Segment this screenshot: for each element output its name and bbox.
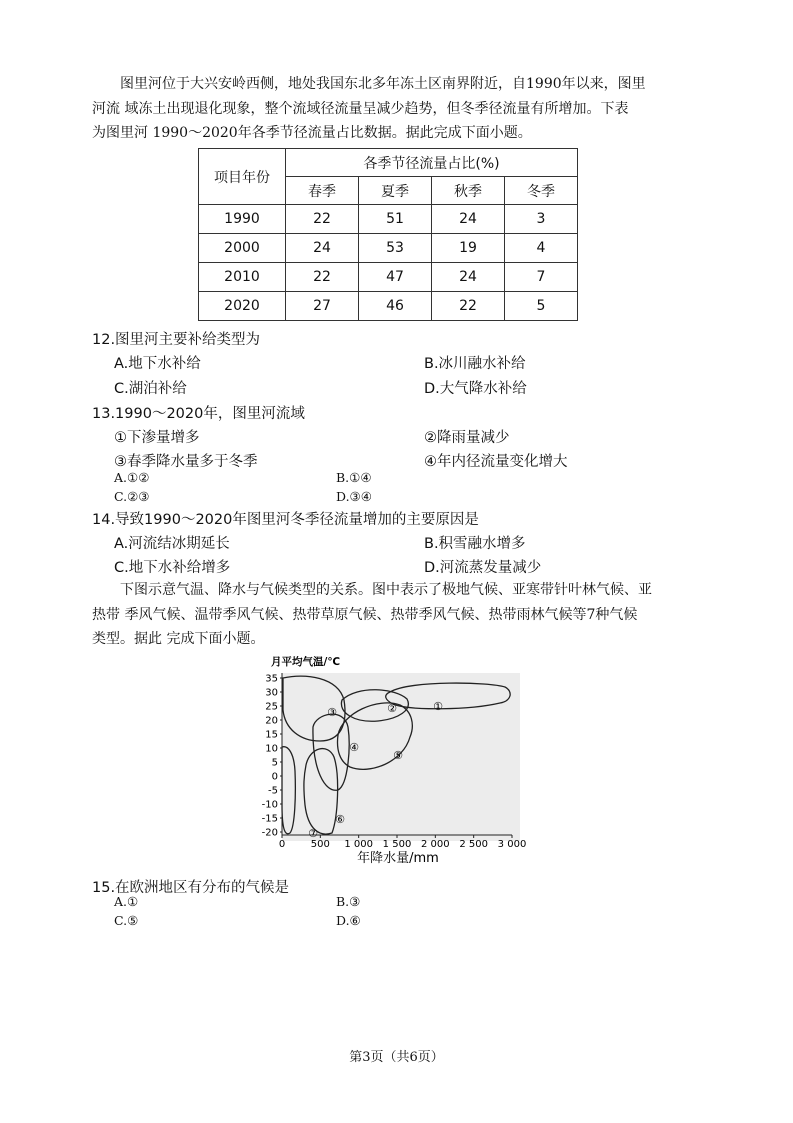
table-cell-year: 2010 <box>199 263 286 292</box>
y-tick-label: 0 <box>271 771 278 783</box>
table-header-item: 项目年份 <box>199 149 286 205</box>
x-tick-label: 3 000 <box>497 839 527 850</box>
table-row <box>199 205 578 234</box>
x-tick-label: 500 <box>310 839 330 850</box>
q12-option-c[interactable]: C.湖泊补给 <box>114 381 187 397</box>
x-tick-label: 0 <box>278 839 286 850</box>
table-cell: 27 <box>286 292 359 321</box>
table-cell: 53 <box>359 234 432 263</box>
x-tick-label: 1 000 <box>344 839 373 850</box>
q12-option-d[interactable]: D.大气降水补给 <box>424 381 527 397</box>
passage-turi-river <box>92 72 700 146</box>
table-cell-year: 1990 <box>199 205 286 234</box>
x-tick-label: 1 500 <box>382 839 412 850</box>
x-tick-label: 2 000 <box>421 839 450 850</box>
q15-option-a[interactable]: A.① <box>114 894 139 909</box>
region-label: ⑤ <box>393 749 403 762</box>
chart-x-label: 年降水量/mm <box>357 851 439 866</box>
q13-option-c[interactable]: C.②③ <box>114 489 150 504</box>
region-label: ② <box>387 702 397 715</box>
table-cell: 22 <box>286 205 359 234</box>
table-cell: 7 <box>505 263 578 292</box>
passage-line: 类型。据此 完成下面小题。 <box>92 631 265 647</box>
q13-option-b[interactable]: B.①④ <box>336 470 372 485</box>
question-12-stem: 12.图里河主要补给类型为 <box>92 332 261 348</box>
table-cell: 22 <box>286 263 359 292</box>
table-header-season: 冬季 <box>505 177 578 205</box>
q14-option-d[interactable]: D.河流蒸发量减少 <box>424 560 542 576</box>
passage-line: 图里河位于大兴安岭西侧，地处我国东北多年冻土区南界附近，自1990年以来，图里 <box>120 76 646 92</box>
table-row <box>199 234 578 263</box>
q14-option-a[interactable]: A.河流结冰期延长 <box>114 536 230 552</box>
y-tick-label: 35 <box>265 673 278 685</box>
table-cell: 22 <box>432 292 505 321</box>
y-tick-label: 10 <box>265 743 278 755</box>
q13-statement-2: ②降雨量减少 <box>424 430 510 446</box>
y-tick-label: 25 <box>265 701 278 713</box>
table-header-group: 各季节径流量占比(%) <box>286 149 578 177</box>
q14-option-b[interactable]: B.积雪融水增多 <box>424 536 526 552</box>
q13-statement-4: ④年内径流量变化增大 <box>424 454 568 470</box>
y-tick-label: 15 <box>265 729 278 741</box>
runoff-table <box>198 148 578 321</box>
page-footer: 第3页（共6页） <box>349 1050 444 1065</box>
q15-option-b[interactable]: B.③ <box>336 894 361 909</box>
table-cell-year: 2000 <box>199 234 286 263</box>
y-tick-label: 20 <box>265 715 278 727</box>
q13-statement-3: ③春季降水量多于冬季 <box>114 454 258 470</box>
passage-climate-chart <box>92 578 700 652</box>
q12-option-b[interactable]: B.冰川融水补给 <box>424 356 526 372</box>
q13-option-a[interactable]: A.①② <box>114 470 150 485</box>
table-cell: 24 <box>432 263 505 292</box>
table-cell: 51 <box>359 205 432 234</box>
question-14-stem: 14.导致1990～2020年图里河冬季径流量增加的主要原因是 <box>92 512 479 528</box>
table-cell: 46 <box>359 292 432 321</box>
y-tick-label: 30 <box>265 687 278 699</box>
question-15-stem: 15.在欧洲地区有分布的气候是 <box>92 880 290 896</box>
q15-option-c[interactable]: C.⑤ <box>114 913 139 928</box>
table-cell: 5 <box>505 292 578 321</box>
table-cell: 24 <box>286 234 359 263</box>
chart-y-label: 月平均气温/℃ <box>271 656 341 668</box>
y-tick-label: 5 <box>271 757 278 769</box>
q13-statement-1: ①下渗量增多 <box>114 430 200 446</box>
passage-line: 为图里河 1990～2020年各季节径流量占比数据。据此完成下面小题。 <box>92 125 532 141</box>
table-row <box>199 292 578 321</box>
table-row <box>199 263 578 292</box>
table-cell: 24 <box>432 205 505 234</box>
region-label: ① <box>433 700 443 713</box>
table-cell: 47 <box>359 263 432 292</box>
table-cell-year: 2020 <box>199 292 286 321</box>
y-tick-label: -10 <box>261 799 278 811</box>
region-label: ⑥ <box>335 813 345 826</box>
region-label: ⑦ <box>308 827 318 840</box>
passage-line: 下图示意气温、降水与气候类型的关系。图中表示了极地气候、亚寒带针叶林气候、亚 <box>120 582 652 598</box>
table-cell: 4 <box>505 234 578 263</box>
q12-option-a[interactable]: A.地下水补给 <box>114 356 201 372</box>
region-label: ③ <box>327 706 337 719</box>
region-label: ④ <box>349 741 359 754</box>
y-tick-label: -20 <box>261 827 278 839</box>
passage-line: 河流 域冻土出现退化现象，整个流域径流量呈减少趋势，但冬季径流量有所增加。下表 <box>92 100 629 117</box>
table-cell: 3 <box>505 205 578 234</box>
question-13-stem: 13.1990～2020年，图里河流域 <box>92 406 305 422</box>
q13-option-d[interactable]: D.③④ <box>336 489 372 504</box>
table-header-season: 夏季 <box>359 177 432 205</box>
climate-chart <box>250 655 535 870</box>
q14-option-c[interactable]: C.地下水补给增多 <box>114 560 231 576</box>
q15-option-d[interactable]: D.⑥ <box>336 913 361 928</box>
table-cell: 19 <box>432 234 505 263</box>
table-header-season: 春季 <box>286 177 359 205</box>
y-tick-label: -5 <box>268 785 278 797</box>
table-header-season: 秋季 <box>432 177 505 205</box>
y-tick-label: -15 <box>261 813 278 825</box>
x-tick-label: 2 500 <box>459 839 488 850</box>
passage-line: 热带 季风气候、温带季风气候、热带草原气候、热带季风气候、热带雨林气候等7种气候 <box>92 606 638 623</box>
